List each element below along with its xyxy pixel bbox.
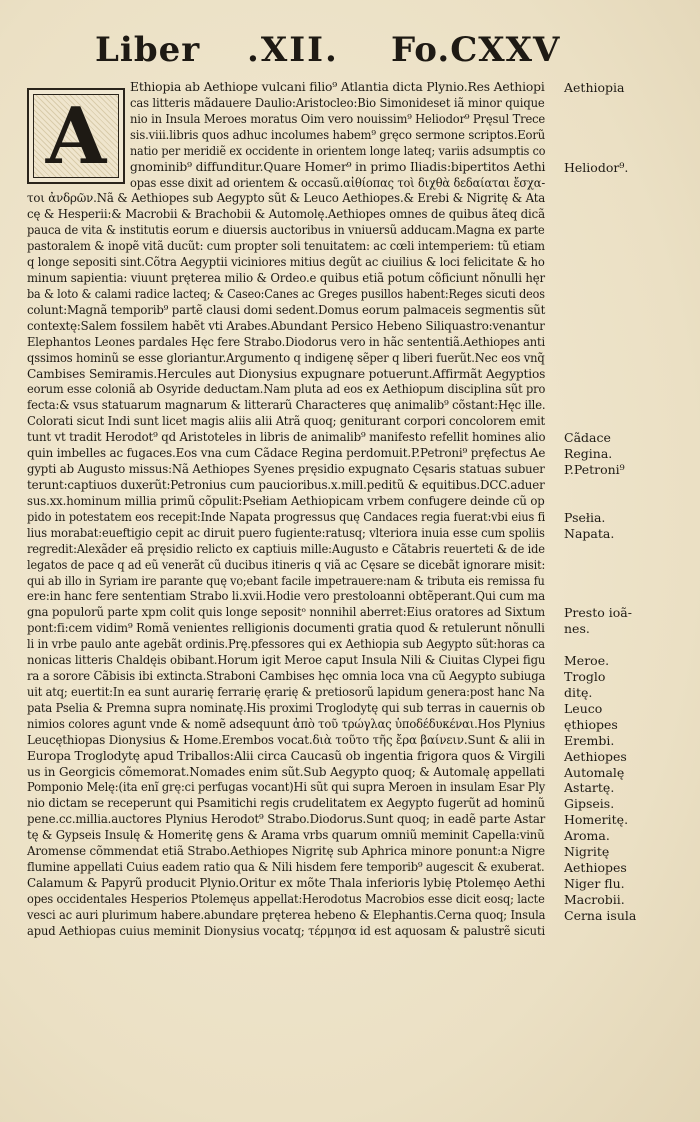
margin-note: Meroe. bbox=[564, 653, 610, 669]
text-line: flumine appellati Cuius eadem ratio qua & Nili hisdem fere temporib⁹ augescit & exuberat. bbox=[27, 860, 545, 875]
margin-note: Aethiopes bbox=[564, 748, 627, 764]
text-line: ra a sorore Cãbisis ibi extincta.Straboni Cambises hęc omnia loca vna cũ Aegypto subiuga bbox=[27, 669, 546, 684]
text-line: apud Aethiopas cuius meminit Dionysius vocatq; τέρμησα id est aquosam & palustrẽ sicuti bbox=[27, 923, 546, 938]
margin-note: Presto ioã- bbox=[564, 605, 632, 621]
text-line: Elephantos Leones pardales Hęc fere Strabo.Diodorus vero in hãc sententiã.Aethiopes anti bbox=[27, 334, 546, 349]
margin-note: Homeritę. bbox=[564, 812, 629, 828]
text-line: gnominib⁹ diffunditur.Quare Homer⁹ in primo Iliadis:bipertitos Aethi bbox=[130, 159, 546, 174]
margin-note: Aethiopia bbox=[564, 80, 625, 95]
text-line: nimios colores agunt vnde & nomẽ adsequunt ἀπὸ τοῦ τρώγλας ὑποδέδυκέναι.Hos Plynius bbox=[27, 716, 546, 731]
initial-letter: A bbox=[45, 90, 107, 182]
margin-note: P.Petroni⁹ bbox=[564, 462, 625, 478]
text-line: fecta:& vsus statuarum magnarum & litterarũ Characteres quę animalib⁹ cõstant:Hęc ille. bbox=[27, 398, 546, 413]
text-line: Aromense cõmmendat etiã Strabo.Aethiopes Nigritę sub Aphrica minore ponunt:a Nigre bbox=[27, 844, 546, 859]
margin-note: Automalę bbox=[564, 764, 625, 780]
text-line: Europa Troglodytę apud Triballos:Alii circa Caucasũ ob ingentia frigora quos & Virgili bbox=[27, 748, 545, 763]
text-line: cę & Hesperii:& Macrobii & Brachobii & Automolę.Aethiopes omnes de quibus ãteq dicã bbox=[27, 207, 545, 222]
text-line: uit atq; euertit:In ea sunt aurarię ferrarię ęrarię & pretiosorũ lapidum genera:post hanc Na bbox=[27, 684, 545, 699]
text-line: pene.cc.millia.auctores Plynius Herodot⁹ Strabo.Diodorus.Sunt quoq; in eadẽ parte Astar bbox=[27, 812, 546, 827]
text-line: terunt:captiuos duxerũt:Petronius cum paucioribus.x.mill.peditũ & equitibus.DCC.aduer bbox=[27, 478, 545, 492]
text-line: legatos de pace q ad eũ venerãt cũ ducibus itineris q viã ac Cęsare se dicebãt ignorare misit: bbox=[27, 557, 546, 572]
text-line: eorum esse coloniã ab Osyride deductam.Nam pluta ad eos ex Aethiopum disciplina sũt pro bbox=[27, 382, 546, 397]
margin-note: nes. bbox=[564, 621, 590, 637]
margin-note: ęthiopes bbox=[564, 716, 618, 732]
margin-note: Napata. bbox=[564, 525, 615, 541]
text-line: lius morabat:eueftigio cepit ac diruit puero fugiente:ratusq; vlteriora inuia esse cum spoliis bbox=[27, 525, 545, 540]
margin-note: ditę. bbox=[564, 684, 593, 700]
text-line: sis.viii.libris quos adhuc incolumes habem⁹ gręco sermone scriptos.Eorũ bbox=[130, 127, 545, 142]
text-line: qui ab illo in Syriam ire parante quę vo;ebant facile impetrauere:nam & tributa eis remissa fu bbox=[27, 573, 545, 588]
text-line: pauca de vita & institutis eorum e diuersis auctoribus in vniuersũ adducam.Magna ex parte bbox=[27, 223, 545, 238]
margin-note: Astartę. bbox=[564, 780, 615, 796]
text-line: ba & loto & calami radice lacteq; & Caseo:Canes ac Greges pusillos habent:Reges sicuti deos bbox=[27, 286, 545, 301]
margin-note: Niger flu. bbox=[564, 876, 625, 891]
text-line: regredit:Alexãder eã pręsidio relicto ex captiuis mille:Augusto e Cãtabris reuerteti & de ide bbox=[27, 541, 545, 556]
margin-note: Aethiopes bbox=[564, 860, 627, 876]
text-line: ere:in hanc fere sententiam Strabo li.xvii.Hodie vero prestoloanni obtẽperant.Qui cum ma bbox=[27, 589, 546, 604]
text-line: Cambises Semiramis.Hercules aut Dionysius expugnare potuerunt.Affirmãt Aegyptios bbox=[27, 366, 546, 381]
text-line: Leucęthiopas Dionysius & Home.Erembos vocat.διὰ τοῦτο τῆς ἔρα βαίνειν.Sunt & alii in bbox=[27, 732, 545, 747]
text-line: Ethiopia ab Aethiope vulcani filio⁹ Atlantia dicta Plynio.Res Aethiopi bbox=[130, 80, 545, 94]
book-label: Liber bbox=[95, 30, 201, 70]
text-line: contextę:Salem fossilem habẽt vti Arabes.Abundant Persico Hebeno Siliquastro:venantur bbox=[27, 318, 545, 333]
text-line: sus.xx.hominum millia primũ cõpulit:Psełiam Aethiopicam vrbem confugere deinde cũ op bbox=[27, 493, 545, 508]
margin-note: Aroma. bbox=[564, 828, 610, 844]
margin-note: Heliodor⁹. bbox=[564, 159, 629, 175]
text-line: gna populorũ parte xpm colit quis longe sepositᵒ nonnihil aberret:Eius oratores ad Sixtum bbox=[27, 605, 546, 620]
margin-note: Macrobii. bbox=[564, 891, 625, 907]
text-line: τοι ἀνδρῶν.Nã & Aethiopes sub Aegypto sũt & Leuco Aethiopes.& Erebi & Nigritę & Ata bbox=[27, 191, 546, 206]
text-line: gypti ab Augusto missus:Nã Aethiopes Syenes pręsidio expugnato Cęsaris statuas subuer bbox=[27, 462, 545, 477]
text-line: Colorati sicut Indi sunt licet magis aliis alii Atrã quoq; geniturant corpori concolorem emit bbox=[27, 414, 546, 429]
margin-note: Cãdace bbox=[564, 430, 611, 446]
margin-note: Erembi. bbox=[564, 732, 615, 748]
text-line: cas litteris mãdauere Daulio:Aristocleo:Bio Simonideset iã minor quique bbox=[130, 95, 545, 110]
text-line: colunt:Magnã temporib⁹ partẽ clausi domi sedent.Domus eorum palmaceis segmentis sũt bbox=[27, 302, 546, 317]
text-line: li in vrbe paulo ante agebãt ordinis.Prę.pfessores qui ex Aethiopia sub Aegypto sũt:horas ca bbox=[27, 637, 545, 652]
margin-note: Gipseis. bbox=[564, 796, 615, 812]
text-line: Pomponio Melę:(ita enĩ grę:ci perfugas vocant)Hi sũt qui supra Meroen in insulam Esar Ply bbox=[27, 780, 546, 795]
text-line: natio per meridiẽ ex occidente in orientem longe lateq; variis adsumptis co bbox=[130, 143, 546, 158]
text-line: opas esse dixit ad orientem & occasũ.αἰθίοπας τοὶ διχθὰ δεδαίαται ἔσχα- bbox=[130, 175, 546, 190]
margin-note: Troglo bbox=[564, 669, 606, 685]
text-line: nio dictam se receperunt qui Psamitichi regis crudelitatem ex Aegypto fugerũt ad hominũ bbox=[27, 796, 545, 811]
text-line: quin imbelles ac fugaces.Eos vna cum Cãdace Regina perdomuit.P.Petroni⁹ pręfectus Ae bbox=[27, 446, 546, 461]
text-line: pido in potestatem eos recepit:Inde Napata progressus quę Candaces regia fuerat:vbi eius fi bbox=[27, 509, 546, 524]
text-line: q longe sepositi sint.Cõtra Aegyptii viciniores mitius degũt ac ciuilius & loci felicitate & ho bbox=[27, 255, 545, 270]
text-line: tunt vt tradit Herodot⁹ qd Aristoteles in libris de animalib⁹ manifesto refellit homines alio bbox=[27, 430, 546, 445]
text-line: vesci ac auri plurimum habere.abundare pręterea hebeno & Elephantis.Cerna quoq; Insula bbox=[27, 907, 546, 922]
margin-note: Cerna isula bbox=[564, 907, 637, 923]
text-line: opes occidentales Hesperios Ptolemęus appellat:Herodotus Macrobios esse dicit eosq; lacte bbox=[27, 891, 545, 906]
margin-note: Psełia. bbox=[564, 509, 606, 525]
text-line: pastoralem & inopẽ vitã ducũt: cum propter soli tenuitatem: ac cœli intemperiem: tũ etiam bbox=[27, 239, 545, 254]
text-line: nio in Insula Meroes moratus Oim vero nouissim⁹ Heliodor⁹ Pręsul Trece bbox=[130, 111, 546, 126]
margin-note: Nigritę bbox=[564, 844, 610, 860]
margin-note: Leuco bbox=[564, 700, 603, 716]
folio-number: Fo.CXXV bbox=[391, 30, 561, 70]
book-number: .XII. bbox=[247, 30, 339, 70]
text-line: pont:fi:cem vidim⁹ Romã venientes relligionis documenti gratia quod & retulerunt nõnulli bbox=[27, 621, 545, 636]
text-line: us in Georgicis cõmemorat.Nomades enim sũt.Sub Aegypto quoq; & Automalę appellati bbox=[27, 764, 545, 779]
text-line: Calamum & Papyrũ producit Plynio.Oritur ex mõte Thala inferioris lybię Ptolemęo Aethi bbox=[27, 876, 545, 890]
text-line: pata Pselia & Premna supra nominatę.His proximi Troglodytę qui sub terras in cauernis ob bbox=[27, 700, 545, 715]
text-line: minum sapientia: viuunt pręterea milio & Ordeo.e quibus etiã potum cõficiunt nõnulli hęr bbox=[27, 271, 545, 286]
text-line: nonicas litteris Chaldęis obibant.Horum igit Meroe caput Insula Nili & Ciuitas Clypei figu bbox=[27, 653, 546, 668]
text-line: qssimos hominũ se esse gloriantur.Argumento q indigenę sẽper q liberi fuerũt.Nec eos vnq̃ bbox=[27, 350, 545, 365]
margin-note: Regina. bbox=[564, 446, 613, 462]
text-line: tę & Gypseis Insulę & Homeritę gens & Arama vrbs quarum omniũ meminit Capella:vinũ bbox=[27, 828, 545, 843]
